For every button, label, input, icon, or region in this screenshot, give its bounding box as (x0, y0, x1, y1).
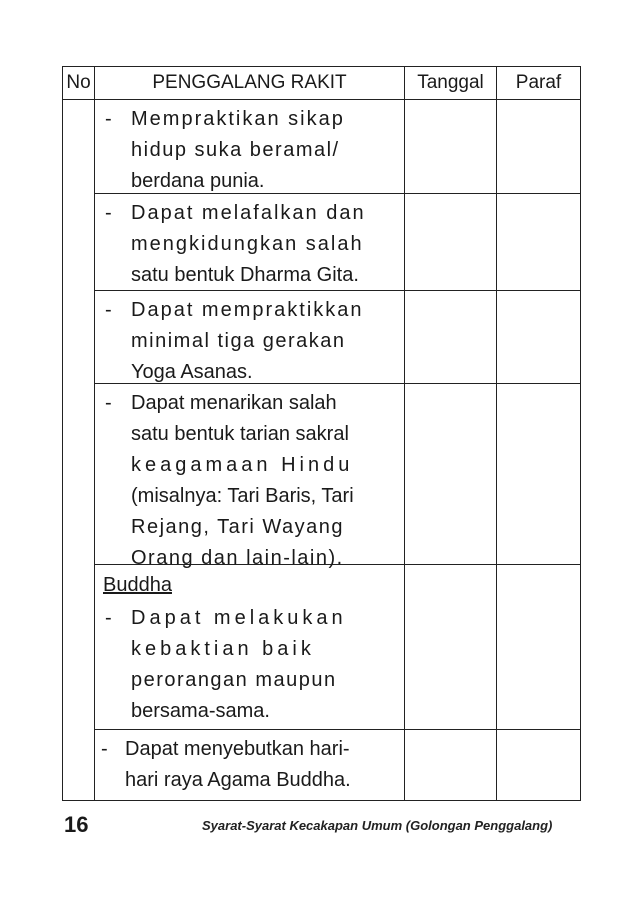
requirement-line: Dapat mempraktikkan (131, 299, 364, 321)
table-header-row (63, 67, 581, 100)
requirement-line: minimal tiga gerakan (131, 330, 346, 352)
bullet-dash: - (105, 202, 112, 224)
header-no: No (63, 67, 95, 100)
requirement-cell (95, 565, 405, 730)
requirement-cell (95, 730, 405, 801)
requirement-line: satu bentuk tarian sakral (131, 423, 349, 445)
book-title-footer: Syarat-Syarat Kecakapan Umum (Golongan Penggalang) (202, 818, 553, 833)
table-row (63, 194, 581, 291)
table-row (63, 730, 581, 801)
requirement-line: Dapat melakukan (131, 607, 347, 629)
requirement-line: hari raya Agama Buddha. (125, 769, 351, 791)
requirements-table (62, 66, 581, 801)
requirement-line: berdana punia. (131, 170, 265, 192)
requirement-line: (misalnya: Tari Baris, Tari (131, 485, 354, 507)
requirement-line: Mempraktikan sikap (131, 108, 345, 130)
sign-cell[interactable] (497, 730, 581, 801)
requirement-cell (95, 384, 405, 569)
table-row (63, 291, 581, 384)
date-cell[interactable] (405, 565, 497, 730)
requirement-line: bersama-sama. (131, 700, 270, 722)
requirement-line: Rejang, Tari Wayang (131, 516, 345, 538)
requirement-line: kebaktian baik (131, 638, 315, 660)
table-row (63, 384, 581, 565)
bullet-dash: - (105, 392, 112, 414)
bullet-dash: - (105, 607, 112, 629)
requirement-line: keagamaan Hindu (131, 454, 354, 476)
requirement-line: Yoga Asanas. (131, 361, 253, 383)
requirement-line: Dapat melafalkan dan (131, 202, 366, 224)
bullet-dash: - (105, 108, 112, 130)
requirement-cell (95, 100, 405, 194)
requirement-line: mengkidungkan salah (131, 233, 364, 255)
requirement-line: perorangan maupun (131, 669, 337, 691)
page-number: 16 (64, 812, 89, 837)
date-cell[interactable] (405, 100, 497, 194)
date-cell[interactable] (405, 291, 497, 384)
table-row (63, 565, 581, 730)
number-cell (63, 100, 95, 801)
date-cell[interactable] (405, 194, 497, 291)
table-row (63, 100, 581, 194)
sign-cell[interactable] (497, 384, 581, 565)
requirement-cell (95, 194, 405, 291)
bullet-dash: - (101, 738, 108, 760)
header-requirement: PENGGALANG RAKIT (95, 67, 405, 100)
sign-cell[interactable] (497, 565, 581, 730)
date-cell[interactable] (405, 384, 497, 565)
requirement-cell (95, 291, 405, 384)
requirement-line: satu bentuk Dharma Gita. (131, 264, 359, 286)
sign-cell[interactable] (497, 100, 581, 194)
sign-cell[interactable] (497, 194, 581, 291)
requirement-line: Orang dan lain-lain). (131, 547, 344, 569)
header-sign: Paraf (497, 67, 581, 100)
requirement-line: Dapat menarikan salah (131, 392, 337, 414)
requirement-line: Dapat menyebutkan hari- (125, 738, 350, 760)
date-cell[interactable] (405, 730, 497, 801)
section-heading: Buddha (103, 574, 172, 596)
header-date: Tanggal (405, 67, 497, 100)
sign-cell[interactable] (497, 291, 581, 384)
requirement-line: hidup suka beramal/ (131, 139, 340, 161)
bullet-dash: - (105, 299, 112, 321)
